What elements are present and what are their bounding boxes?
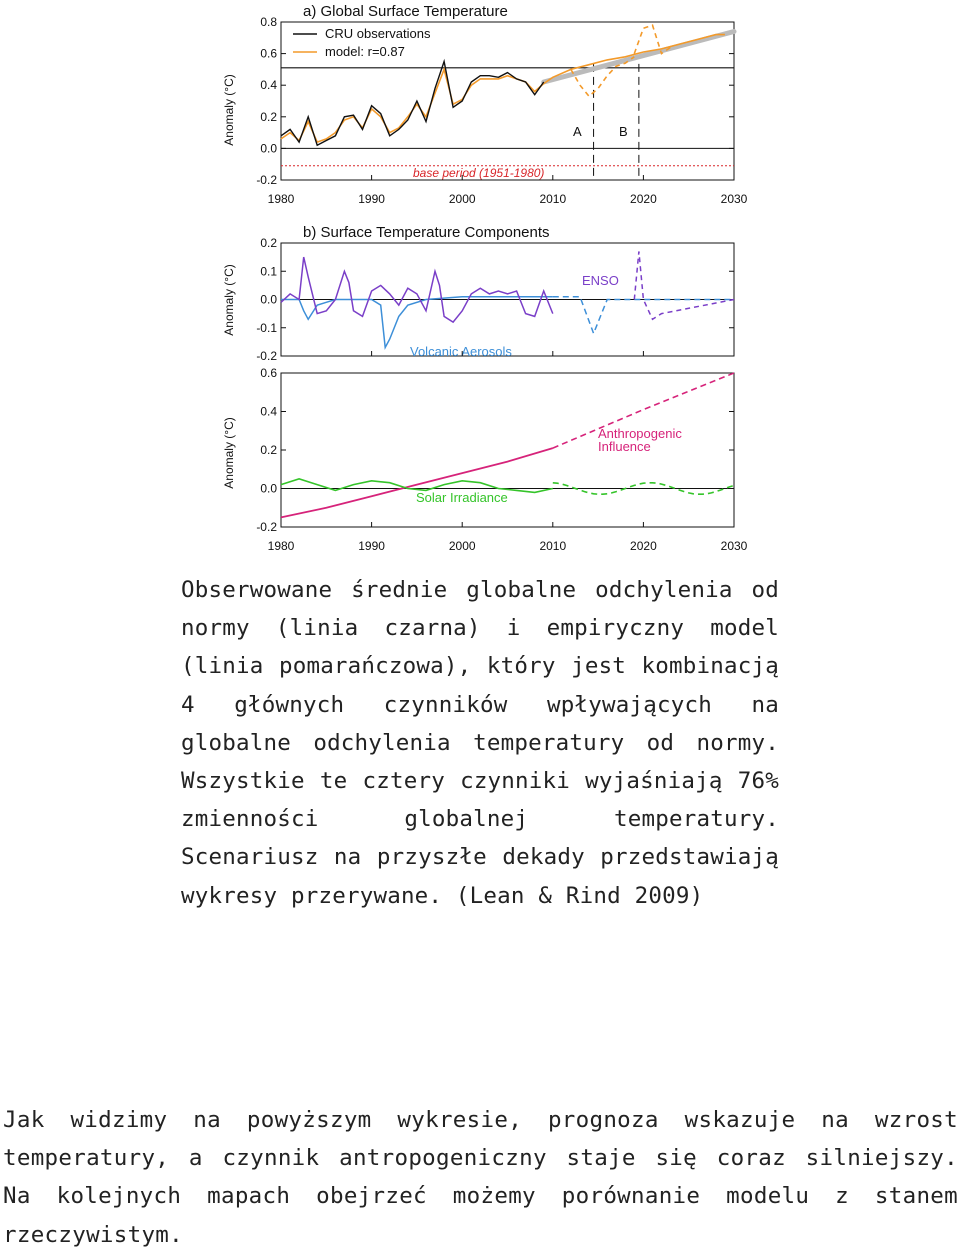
panel-a-xtick-label: 2020 xyxy=(630,192,657,206)
figure-caption xyxy=(181,571,779,915)
caption-text: Obserwowane średnie globalne odchylenia od normy (linia czarna) i empiryczny model (linia pomarańczowa), który jest kombinacją 4 głównych czynników wpływających na globalne odchylenia temperatury od normy. Wszystkie te cztery czynniki wyjaśniają 76% zmienności globalnej temperatury. Scenariusz na przyszłe dekady przedstawiają wykresy przerywane. (Lean & Rind 2009) xyxy=(181,577,779,909)
climate-figure xyxy=(205,0,765,555)
panel-a-ytick-label: 0.6 xyxy=(260,46,277,61)
panel-a xyxy=(222,3,748,206)
panel-b-title: b) Surface Temperature Components xyxy=(303,224,550,241)
enso-label: ENSO xyxy=(582,273,619,288)
panel-a-ytick-label: 0.4 xyxy=(260,78,277,93)
body-text: Jak widzimy na powyższym wykresie, prognoza wskazuje na wzrost temperatury, a czynnik antropogeniczny staje się coraz silniejszy. Na kolejnych mapach obejrzeć możemy porównanie modelu z stanem rzeczywistym. xyxy=(3,1107,958,1248)
panel-c-ytick-label: 0.2 xyxy=(260,443,277,457)
legend-label-observations: CRU observations xyxy=(325,26,431,41)
panel-c-xtick-label: 1980 xyxy=(267,539,295,553)
panel-c-ytick-label: 0.0 xyxy=(260,481,277,496)
panel-b xyxy=(222,224,734,363)
panel-a-xtick-label: 2030 xyxy=(720,192,748,206)
volcanic-line xyxy=(281,297,553,348)
panel-c-ytick-label: 0.6 xyxy=(260,366,277,380)
panel-b-ytick-label: 0.2 xyxy=(260,236,277,250)
panel-a-xtick-label: 1980 xyxy=(267,192,295,206)
solar-label: Solar Irradiance xyxy=(416,490,508,505)
enso-line xyxy=(281,257,553,322)
panel-c-xtick-label: 2010 xyxy=(539,539,567,553)
observations-line xyxy=(281,62,544,146)
panel-c-xtick-label: 1990 xyxy=(358,539,385,553)
panel-c xyxy=(222,366,748,553)
panel-b-ytick-label: -0.1 xyxy=(256,320,277,335)
volcanic-label: Volcanic Aerosols xyxy=(410,344,512,359)
panel-c-xtick-label: 2000 xyxy=(448,539,476,553)
body-paragraph xyxy=(3,1101,958,1254)
scenario-a-label: A xyxy=(573,124,582,139)
panel-c-ytick-label: -0.2 xyxy=(256,520,277,534)
panel-b-ylabel: Anomaly (°C) xyxy=(222,264,236,336)
panel-b-ytick-label: -0.2 xyxy=(256,349,277,363)
panel-a-xtick-label: 2010 xyxy=(539,192,567,206)
panel-c-xtick-label: 2030 xyxy=(720,539,748,553)
base-period-label: base period (1951-1980) xyxy=(413,166,545,180)
anthropogenic-label-line2: Influence xyxy=(598,439,651,454)
scenario-a-line xyxy=(571,57,634,97)
volcanic-scenario-line xyxy=(553,297,734,334)
anthropogenic-label-line1: Anthropogenic xyxy=(598,426,682,441)
panel-c-ylabel: Anomaly (°C) xyxy=(222,417,236,489)
anthropogenic-line xyxy=(281,448,553,517)
panel-a-xtick-label: 2000 xyxy=(448,192,476,206)
enso-scenario-line xyxy=(634,252,734,320)
panel-a-ytick-label: 0.0 xyxy=(260,141,277,156)
trend-line xyxy=(544,32,734,83)
panel-b-ytick-label: 0.1 xyxy=(260,264,277,279)
panel-c-ytick-label: 0.4 xyxy=(260,404,277,419)
panel-b-ytick-label: 0.0 xyxy=(260,292,277,307)
scenario-b-label: B xyxy=(619,124,628,139)
panel-a-xtick-label: 1990 xyxy=(358,192,385,206)
panel-a-ytick-label: 0.8 xyxy=(260,15,277,29)
panel-a-ylabel: Anomaly (°C) xyxy=(222,74,236,146)
panel-c-xtick-label: 2020 xyxy=(630,539,657,553)
legend-label-model: model: r=0.87 xyxy=(325,44,405,59)
panel-a-title: a) Global Surface Temperature xyxy=(303,3,508,20)
panel-a-ytick-label: 0.2 xyxy=(260,109,277,124)
panel-a-legend xyxy=(293,26,431,59)
panel-a-ytick-label: -0.2 xyxy=(256,173,277,187)
